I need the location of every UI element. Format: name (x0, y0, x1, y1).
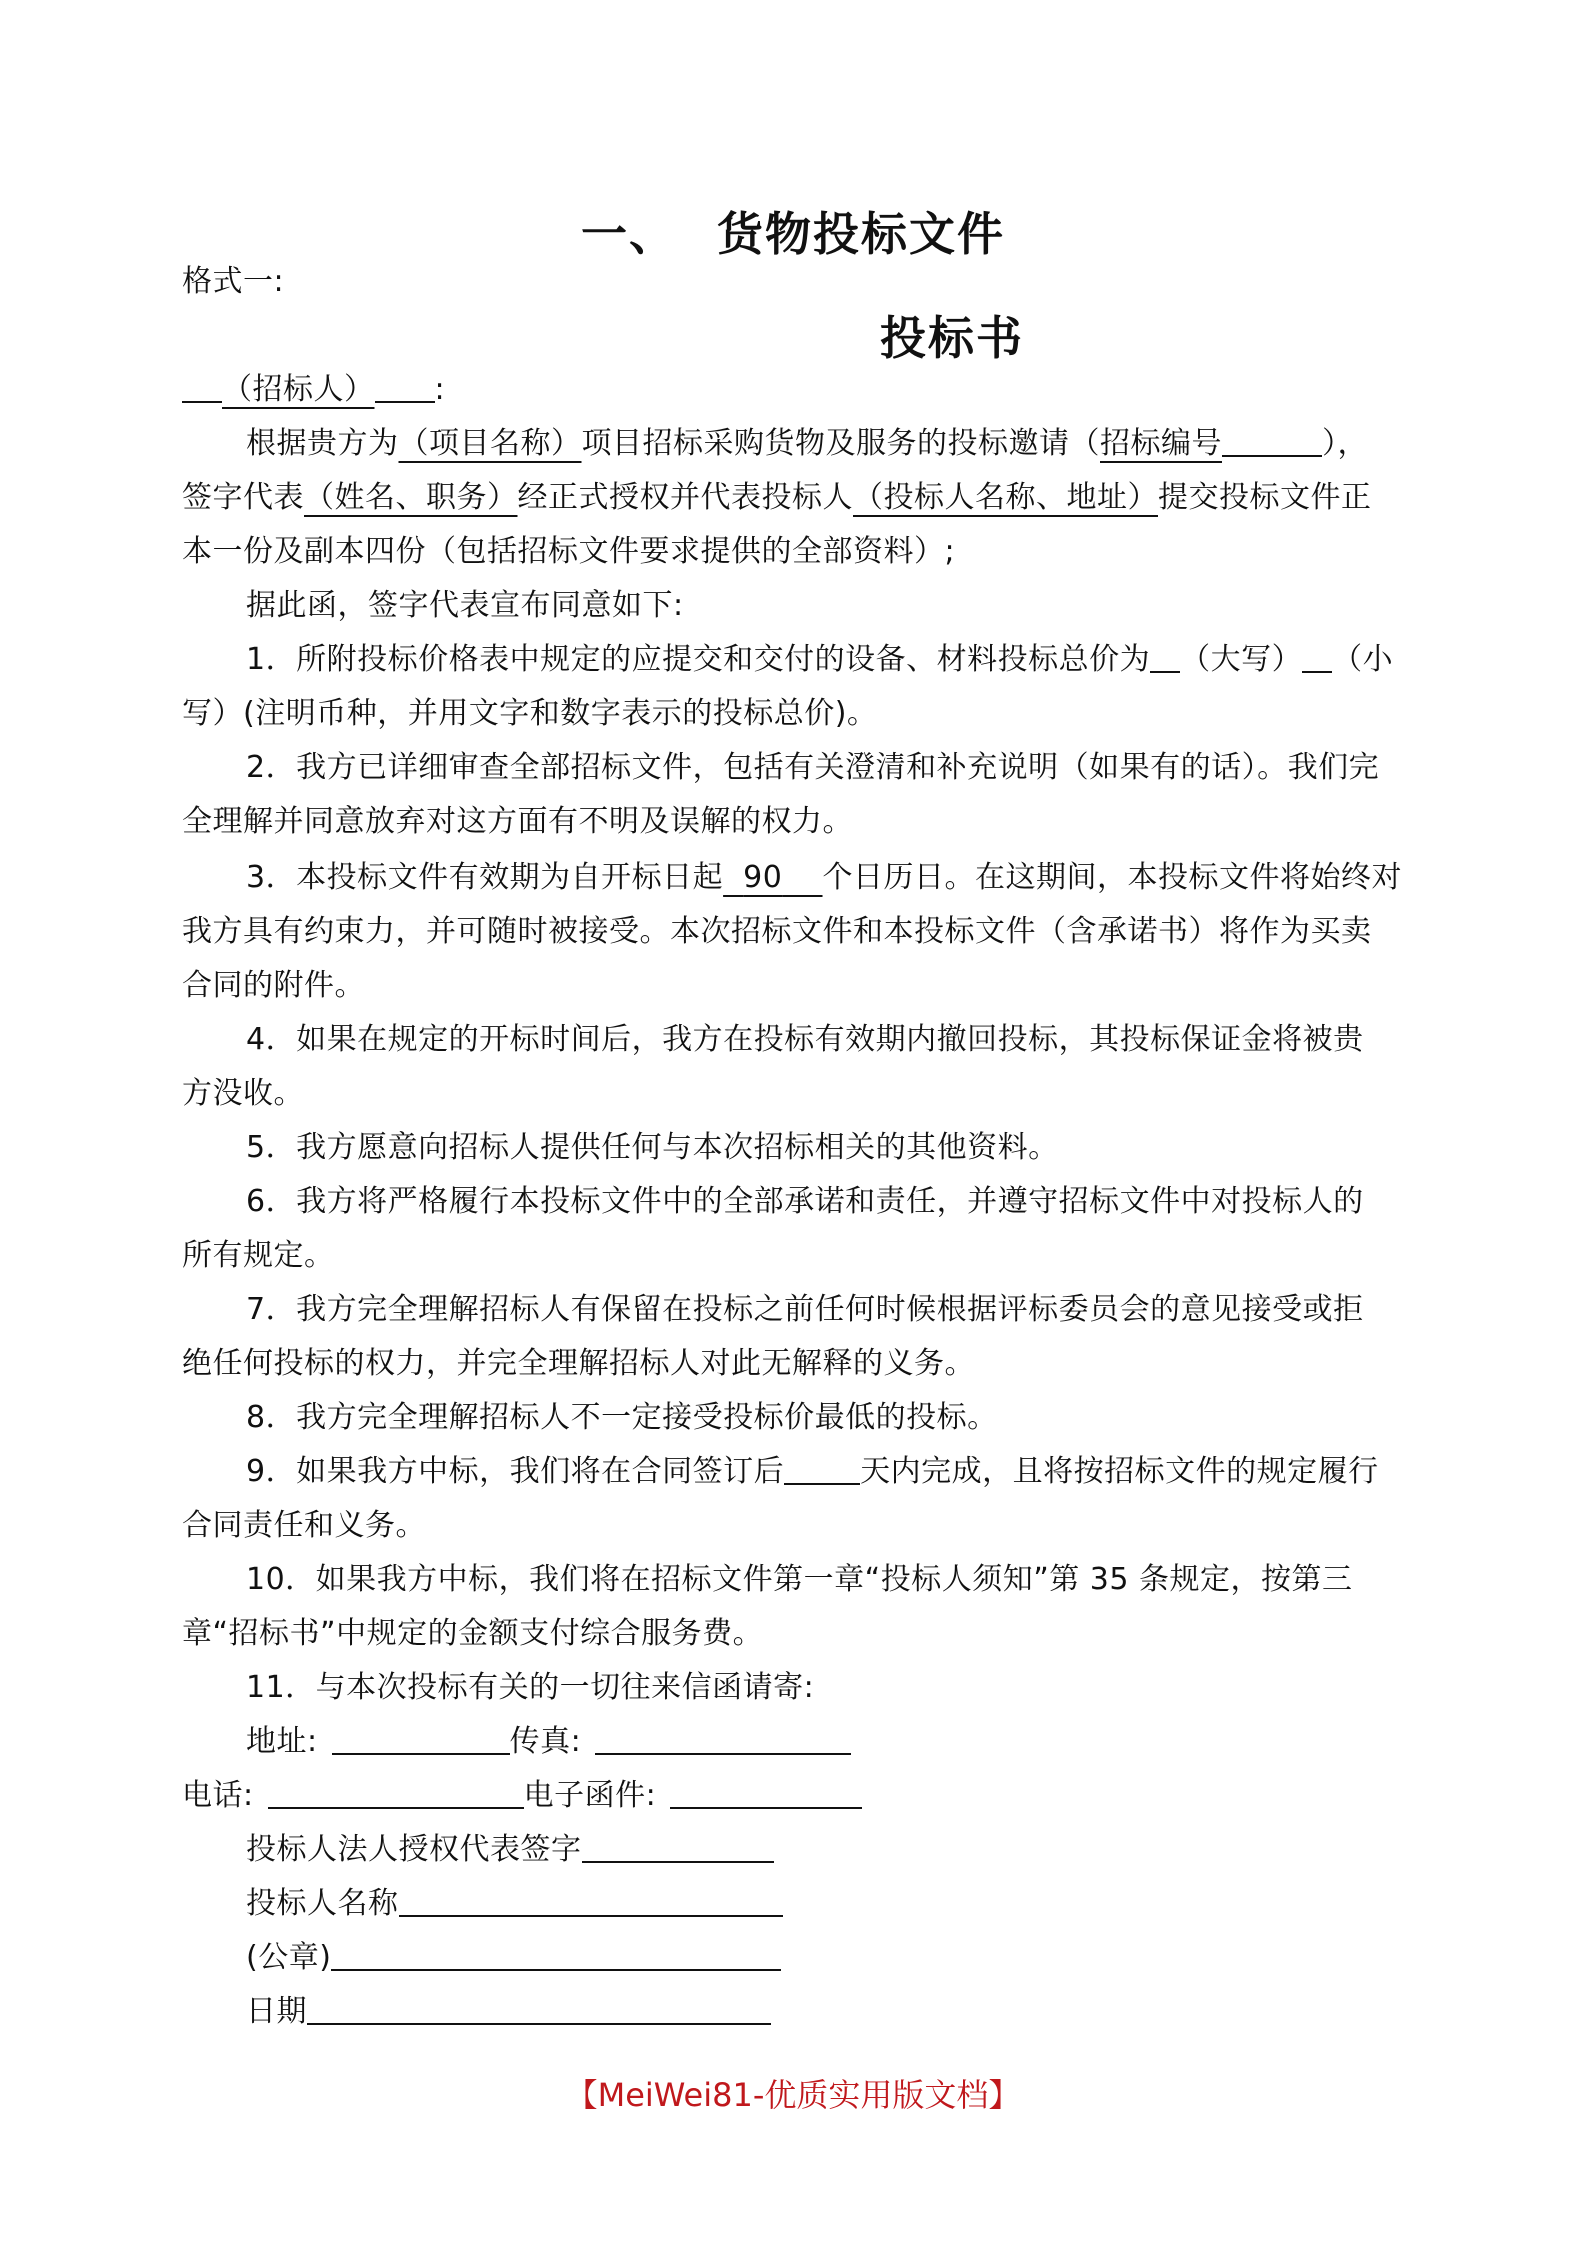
email-field (670, 1777, 862, 1809)
address-label: 地址: (246, 1724, 318, 1759)
item-4-line-1: 4．如果在规定的开标时间后，我方在投标有效期内撤回投标，其投标保证金将被贵 (246, 1022, 1364, 1057)
rep-signature-label: 投标人法人授权代表签字 (246, 1832, 582, 1867)
sign-rep-line (246, 1830, 1432, 1870)
item-7-line-2: 绝任何投标的权力，并完全理解招标人对此无解释的义务。 (182, 1346, 975, 1381)
contact-line-2 (182, 1776, 1432, 1816)
item-9-line-1: 9．如果我方中标，我们将在合同签订后 天内完成，且将按招标文件的规定履行 (246, 1454, 1379, 1489)
section-title (0, 198, 1586, 264)
rep-signature-field (582, 1831, 774, 1863)
phone-label: 电话: (182, 1778, 254, 1813)
signer-field: （姓名、职务） (304, 480, 518, 515)
item-2-line-1: 2．我方已详细审查全部招标文件，包括有关澄清和补充说明（如果有的话）。我们完 (246, 750, 1380, 785)
item-4-line-2: 方没收。 (182, 1076, 304, 1111)
date-label: 日期 (246, 1994, 307, 2029)
format-label: 格式一: (182, 264, 285, 299)
item-3-line-2: 我方具有约束力，并可随时被接受。本次招标文件和本投标文件（含承诺书）将作为买卖 (182, 914, 1372, 949)
phone-field (268, 1777, 524, 1809)
addressee-line: （招标人） : (182, 370, 1432, 410)
item-6-line-1: 6．我方将严格履行本投标文件中的全部承诺和责任，并遵守招标文件中对投标人的 (246, 1184, 1364, 1219)
completion-days-field (784, 1453, 860, 1485)
item-10-line-2: 章“招标书”中规定的金额支付综合服务费。 (182, 1616, 764, 1651)
addressee-name: （招标人） (222, 372, 375, 407)
item-5-line: 5．我方愿意向招标人提供任何与本次招标相关的其他资料。 (246, 1130, 1059, 1165)
item-3-line-3: 合同的附件。 (182, 968, 365, 1003)
section-number: 一、 (581, 207, 677, 261)
declare-line: 据此函，签字代表宣布同意如下: (246, 588, 684, 623)
intro-line-3: 本一份及副本四份（包括招标文件要求提供的全部资料）; (182, 534, 956, 569)
validity-days-field: 90 (743, 860, 783, 895)
sign-date-line (246, 1992, 1432, 2032)
item-2-line-2: 全理解并同意放弃对这方面有不明及误解的权力。 (182, 804, 853, 839)
item-8-line: 8．我方完全理解招标人不一定接受投标价最低的投标。 (246, 1400, 998, 1435)
fax-label: 传真: (509, 1724, 582, 1759)
item-10-line-1: 10．如果我方中标，我们将在招标文件第一章“投标人须知”第 35 条规定，按第三 (246, 1562, 1353, 1597)
tender-number-field: 招标编号 (1100, 426, 1222, 461)
item-11-line: 11．与本次投标有关的一切往来信函请寄: (246, 1670, 815, 1705)
seal-label: (公章) (246, 1940, 332, 1975)
contact-line-1 (246, 1722, 1432, 1762)
intro-line-1: 根据贵方为（项目名称）项目招标采购货物及服务的投标邀请（招标编号 ）， (246, 426, 1368, 461)
intro-line-2: 签字代表（姓名、职务）经正式授权并代表投标人（投标人名称、地址）提交投标文件正 (182, 480, 1372, 515)
date-field (307, 1993, 771, 2025)
item-9-line-2: 合同责任和义务。 (182, 1508, 426, 1543)
item-7-line-1: 7．我方完全理解招标人有保留在投标之前任何时候根据评标委员会的意见接受或拒 (246, 1292, 1364, 1327)
page-subtitle: 投标书 (880, 311, 1024, 365)
item-1-line-1: 1．所附投标价格表中规定的应提交和交付的设备、材料投标总价为 （大写） （小 (246, 642, 1394, 677)
fax-field (595, 1723, 851, 1755)
item-1-line-2: 写）(注明币种，并用文字和数字表示的投标总价)。 (182, 696, 878, 731)
footer-watermark: 【MeiWei81-优质实用版文档】 (565, 2076, 1021, 2114)
bidder-name-label: 投标人名称 (246, 1886, 399, 1921)
sign-name-line (246, 1884, 1432, 1924)
bidder-name-field (399, 1885, 783, 1917)
section-title-text: 货物投标文件 (717, 207, 1005, 261)
seal-field (331, 1939, 781, 1971)
address-field (332, 1723, 510, 1755)
email-label: 电子函件: (523, 1778, 657, 1813)
item-6-line-2: 所有规定。 (182, 1238, 335, 1273)
project-name-field: （项目名称） (398, 426, 582, 461)
sign-seal-line (246, 1938, 1432, 1978)
bidder-field: （投标人名称、地址） (853, 480, 1158, 515)
item-3-line-1: 3．本投标文件有效期为自开标日起 90 个日历日。在这期间，本投标文件将始终对 (246, 860, 1403, 895)
